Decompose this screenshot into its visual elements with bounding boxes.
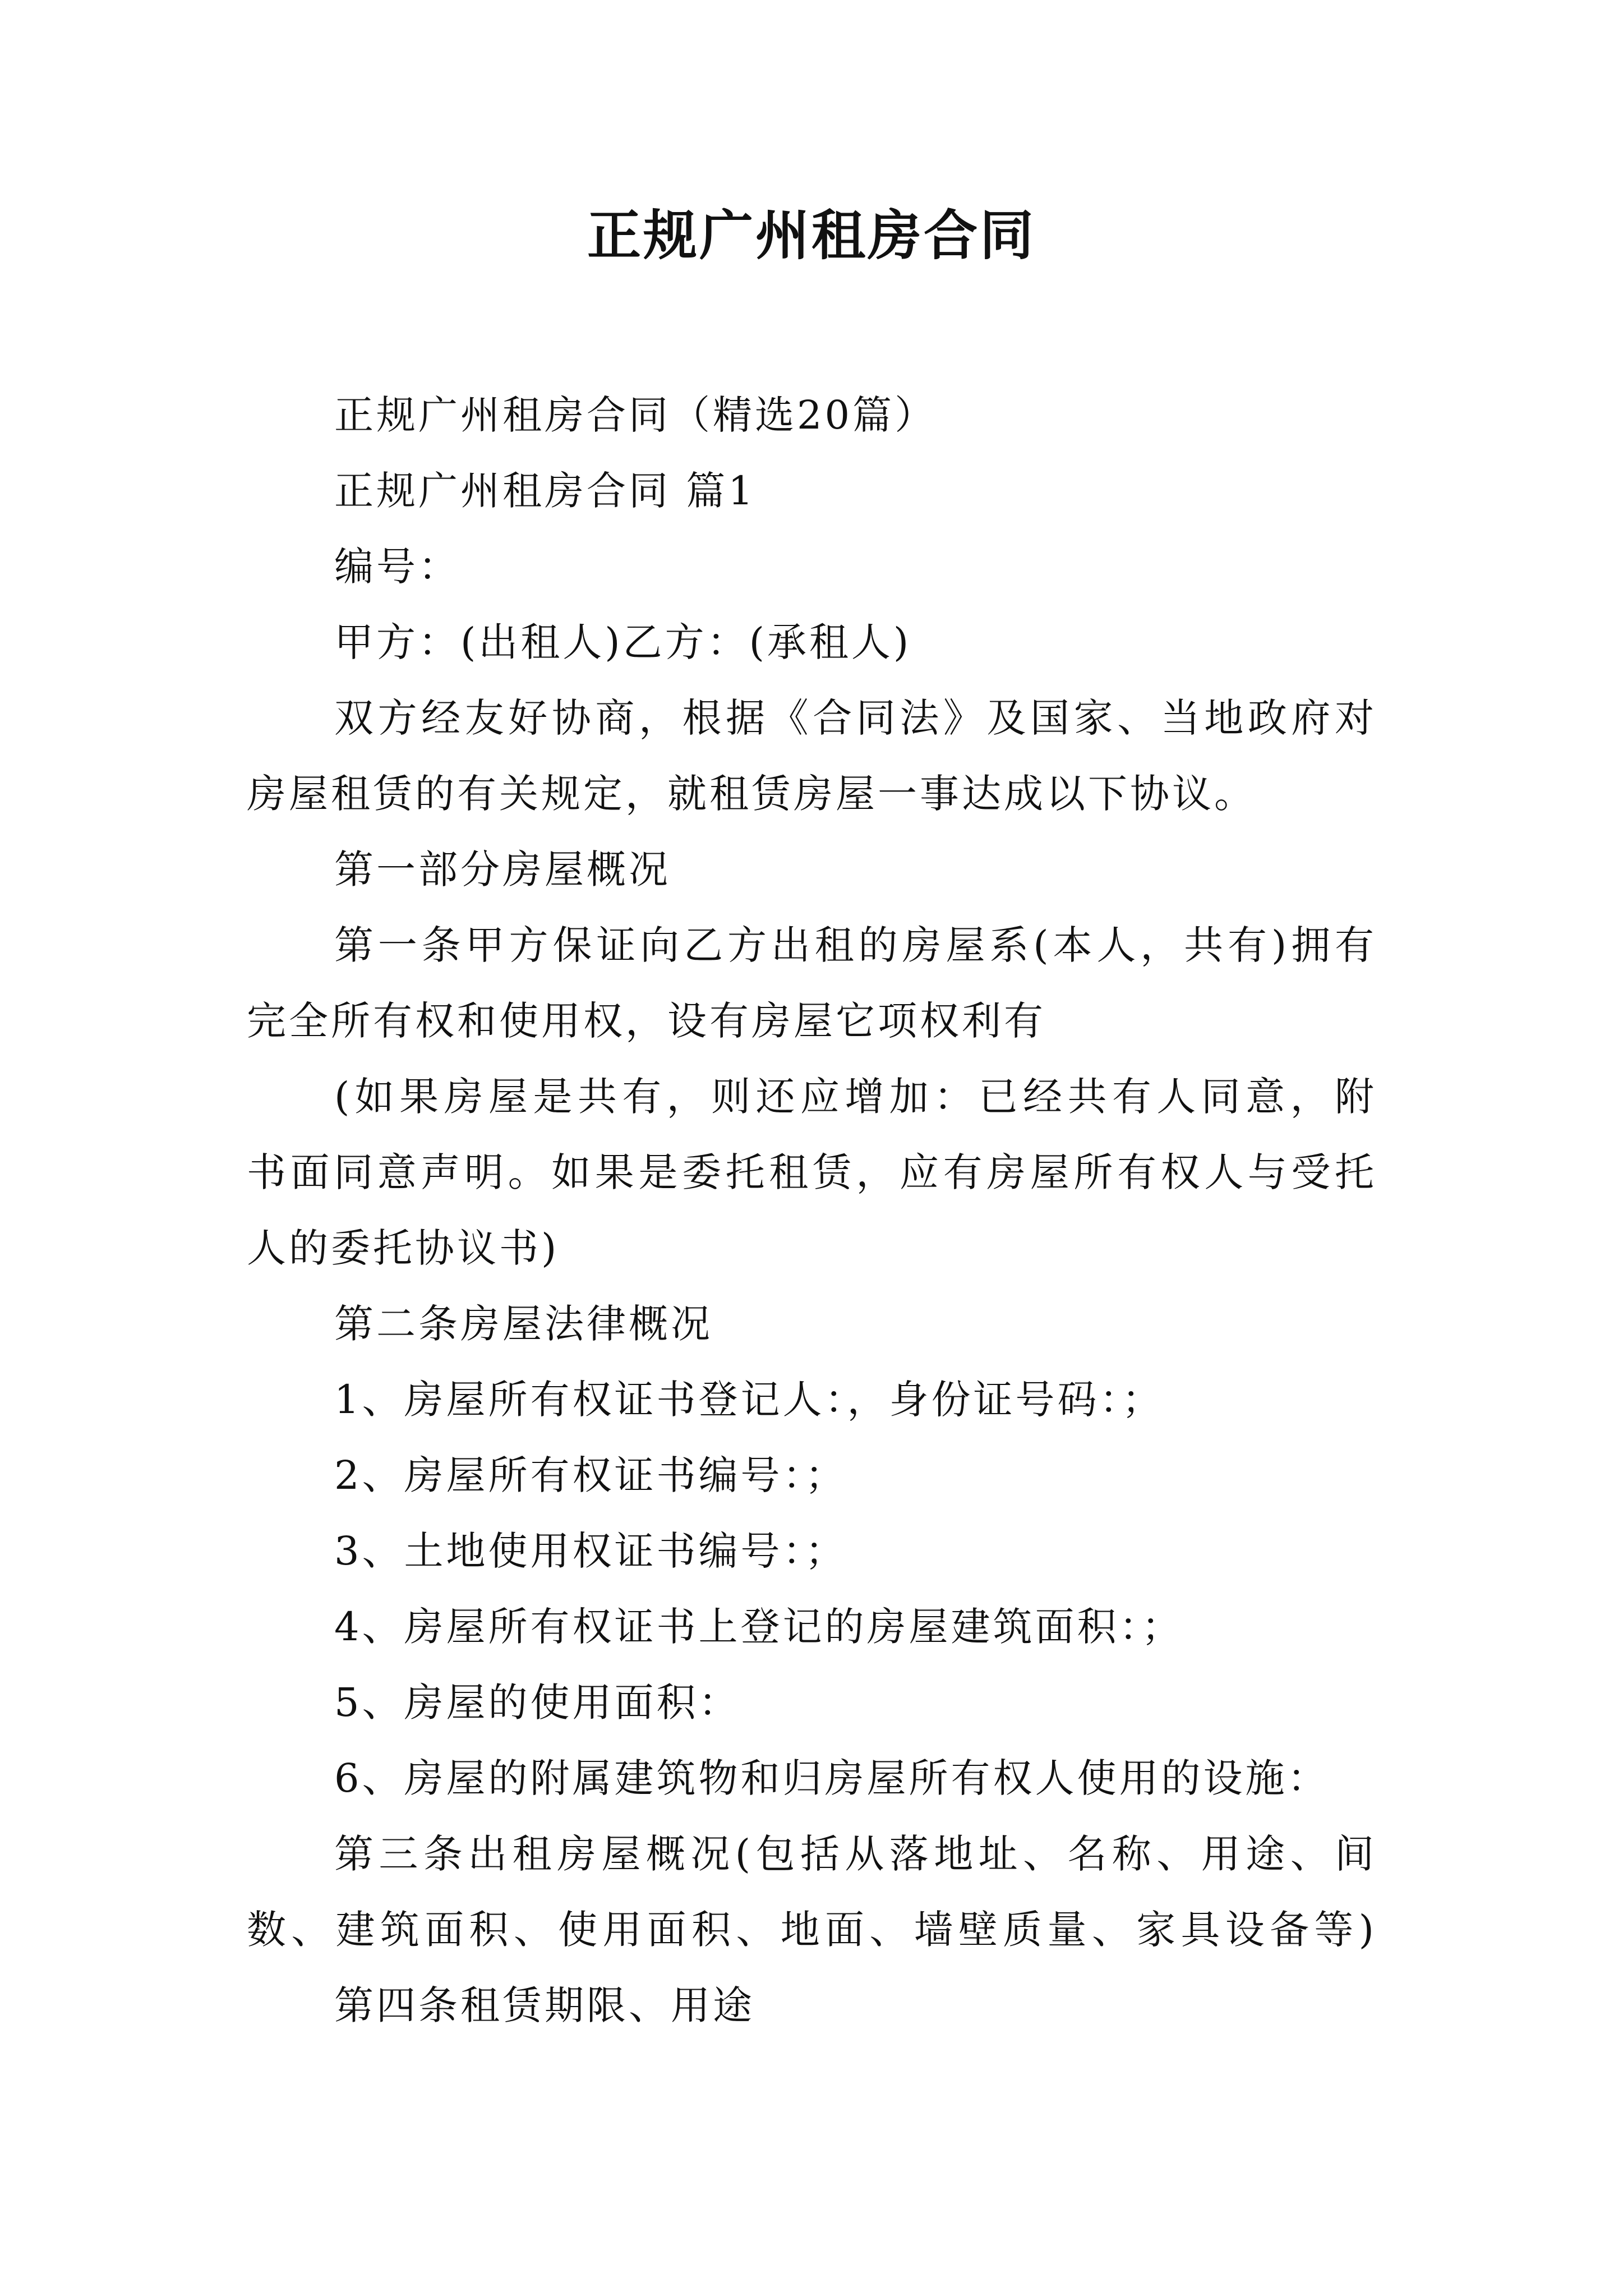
body-line: 数、建筑面积、使用面积、地面、墙壁质量、家具设备等): [247, 1907, 1377, 1953]
body-line: (如果房屋是共有，则还应增加：已经共有人同意，附: [334, 1074, 1377, 1120]
article-heading-line: 第二条房屋法律概况: [334, 1301, 713, 1347]
article-heading-line: 第四条租赁期限、用途: [334, 1982, 755, 2028]
body-line: 第三条出租房屋概况(包括从落地址、名称、用途、间: [334, 1831, 1377, 1877]
section-heading-line: 正规广州租房合同 篇1: [334, 468, 756, 514]
document-title: 正规广州租房合同: [587, 204, 1036, 267]
body-line: 书面同意声明。如果是委托租赁，应有房屋所有权人与受托: [247, 1149, 1377, 1195]
contract-number-line: 编号：: [334, 544, 460, 590]
list-item: 1、房屋所有权证书登记人：，身份证号码：；: [334, 1377, 1164, 1423]
body-line: 完全所有权和使用权，设有房屋它项权利有: [247, 998, 1046, 1044]
list-item: 4、房屋所有权证书上登记的房屋建筑面积：；: [334, 1604, 1184, 1650]
body-line: 双方经友好协商，根据《合同法》及国家、当地政府对: [334, 695, 1377, 741]
body-line: 房屋租赁的有关规定，就租赁房屋一事达成以下协议。: [247, 771, 1256, 817]
list-item: 6、房屋的附属建筑物和归房屋所有权人使用的设施：: [334, 1755, 1330, 1801]
parties-line: 甲方：(出租人)乙方：(承租人): [334, 619, 912, 665]
part-heading-line: 第一部分房屋概况: [334, 846, 671, 892]
list-item: 2、房屋所有权证书编号：；: [334, 1452, 847, 1498]
subtitle-line: 正规广州租房合同（精选20篇）: [334, 392, 937, 438]
body-line: 人的委托协议书): [247, 1225, 560, 1271]
list-item: 3、土地使用权证书编号：；: [334, 1528, 847, 1574]
list-item: 5、房屋的使用面积：: [334, 1680, 741, 1726]
body-line: 第一条甲方保证向乙方出租的房屋系(本人，共有)拥有: [334, 922, 1377, 968]
